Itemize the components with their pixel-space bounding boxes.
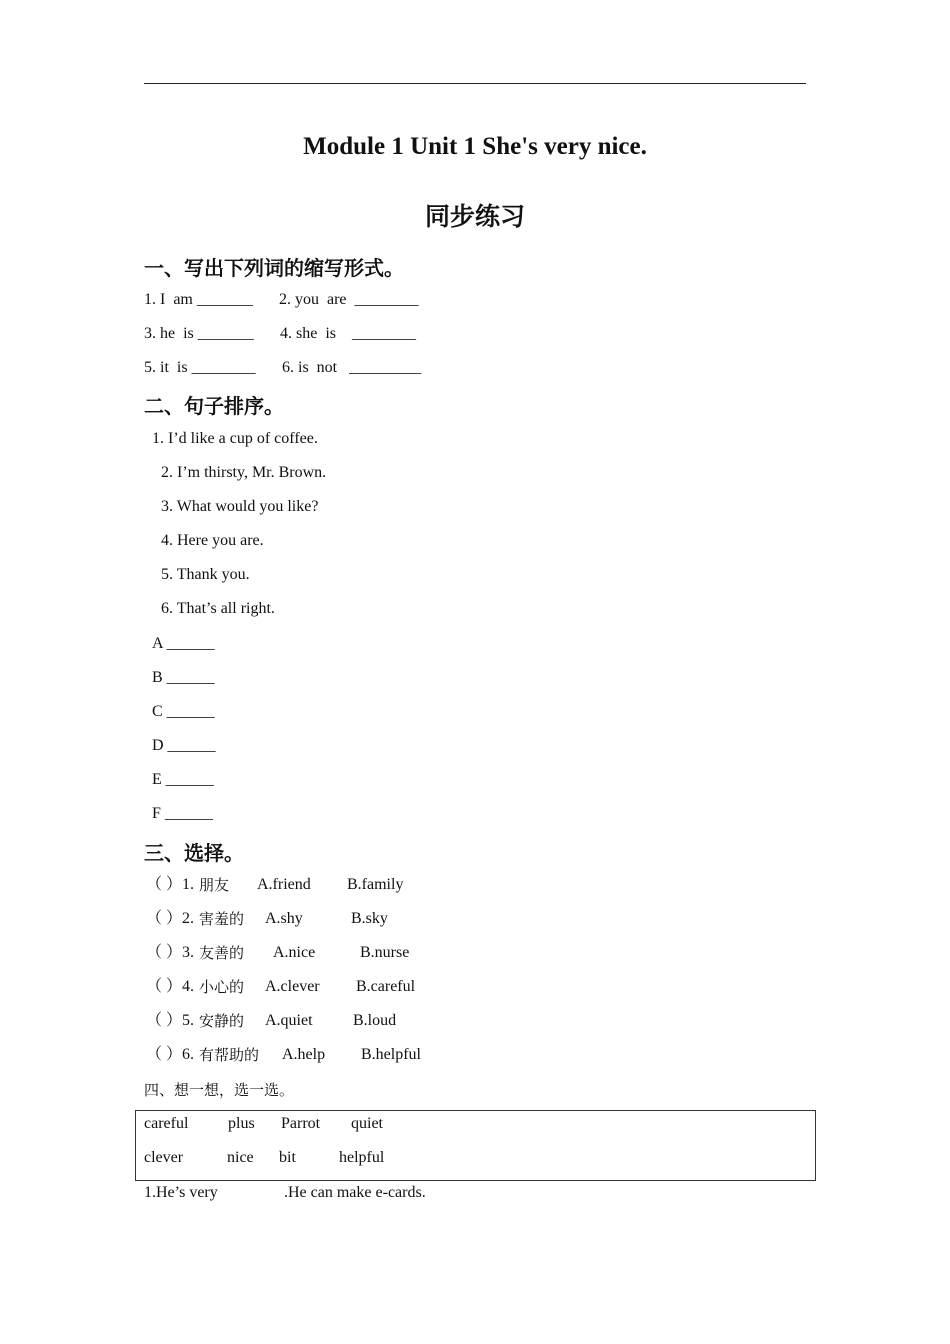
choice-prefix: （ ）2. bbox=[146, 910, 195, 927]
section1-heading: 一、写出下列词的缩写形式。 bbox=[144, 256, 404, 280]
abbr-item: 5. it is ________ bbox=[144, 359, 256, 376]
answer-blank: A ______ bbox=[152, 635, 215, 652]
choice-option-b: B.nurse bbox=[360, 944, 410, 961]
sentence-item: 6. That’s all right. bbox=[161, 600, 275, 617]
choice-option-b: B.sky bbox=[351, 910, 388, 927]
section2-heading: 二、句子排序。 bbox=[144, 394, 284, 418]
question-start: 1.He’s very bbox=[144, 1184, 218, 1201]
choice-chinese: 友善的 bbox=[199, 944, 245, 962]
word-bank-item: nice bbox=[227, 1149, 254, 1166]
word-bank-item: helpful bbox=[339, 1149, 385, 1166]
answer-blank: B ______ bbox=[152, 669, 215, 686]
choice-option-a: A.friend bbox=[257, 876, 311, 893]
choice-option-b: B.family bbox=[347, 876, 404, 893]
answer-blank: F ______ bbox=[152, 805, 213, 822]
choice-prefix: （ ）1. bbox=[146, 876, 195, 893]
answer-blank: C ______ bbox=[152, 703, 215, 720]
choice-prefix: （ ）4. bbox=[146, 978, 195, 995]
choice-chinese: 朋友 bbox=[199, 876, 230, 894]
word-bank-item: careful bbox=[144, 1115, 189, 1132]
choice-option-a: A.clever bbox=[265, 978, 320, 995]
answer-blank: D ______ bbox=[152, 737, 216, 754]
answer-blank: E ______ bbox=[152, 771, 214, 788]
choice-option-b: B.helpful bbox=[361, 1046, 421, 1063]
abbr-item: 4. she is ________ bbox=[280, 325, 416, 342]
word-bank-item: Parrot bbox=[281, 1115, 321, 1132]
choice-option-a: A.quiet bbox=[265, 1012, 313, 1029]
choice-chinese: 安静的 bbox=[199, 1012, 245, 1030]
choice-option-b: B.loud bbox=[353, 1012, 397, 1029]
section4-heading: 四、想一想，选一选。 bbox=[144, 1081, 295, 1099]
abbr-item: 3. he is _______ bbox=[144, 325, 254, 342]
choice-option-a: A.nice bbox=[273, 944, 316, 961]
sentence-item: 1. I’d like a cup of coffee. bbox=[152, 430, 318, 447]
page-title: Module 1 Unit 1 She's very nice. bbox=[303, 133, 647, 160]
sentence-item: 3. What would you like? bbox=[161, 498, 319, 515]
page-subtitle: 同步练习 bbox=[424, 202, 525, 231]
question-end: .He can make e-cards. bbox=[284, 1184, 426, 1201]
sentence-item: 2. I’m thirsty, Mr. Brown. bbox=[161, 464, 327, 481]
header-rule bbox=[144, 83, 806, 84]
sentence-item: 5. Thank you. bbox=[161, 566, 250, 583]
choice-chinese: 害羞的 bbox=[199, 910, 245, 928]
choice-option-a: A.shy bbox=[265, 910, 303, 927]
choice-option-b: B.careful bbox=[356, 978, 416, 995]
choice-prefix: （ ）3. bbox=[146, 944, 195, 961]
word-bank-item: plus bbox=[228, 1115, 255, 1132]
sentence-item: 4. Here you are. bbox=[161, 532, 264, 549]
abbr-item: 1. I am _______ bbox=[144, 291, 253, 308]
choice-prefix: （ ）5. bbox=[146, 1012, 195, 1029]
choice-chinese: 有帮助的 bbox=[199, 1046, 260, 1064]
word-bank-item: quiet bbox=[351, 1115, 383, 1132]
word-bank-item: clever bbox=[144, 1149, 184, 1166]
abbr-item: 6. is not _________ bbox=[282, 359, 422, 376]
abbr-item: 2. you are ________ bbox=[279, 291, 419, 308]
choice-chinese: 小心的 bbox=[199, 978, 245, 996]
choice-option-a: A.help bbox=[282, 1046, 326, 1063]
section3-heading: 三、选择。 bbox=[144, 841, 244, 865]
choice-prefix: （ ）6. bbox=[146, 1046, 195, 1063]
word-bank-item: bit bbox=[279, 1149, 296, 1166]
